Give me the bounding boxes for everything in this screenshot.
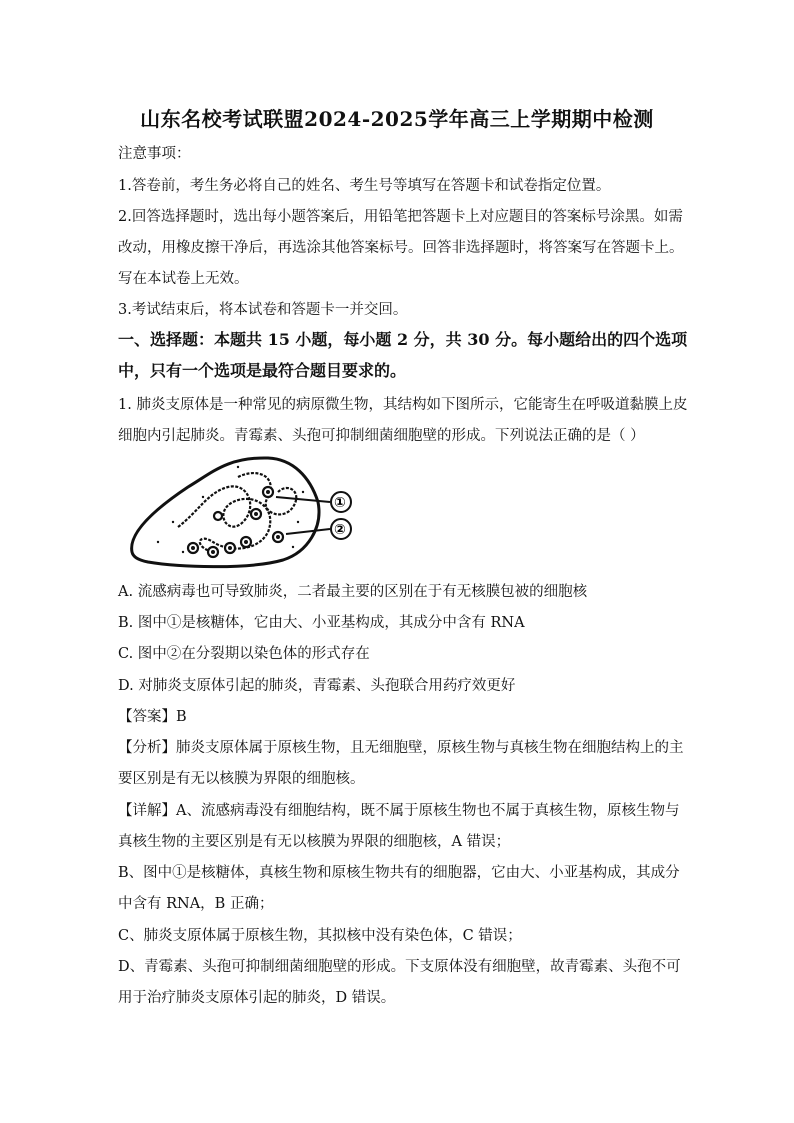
detail-line: 真核生物的主要区别是有无以核膜为界限的细胞核，A 错误； [118, 834, 511, 850]
page-title: 山东名校考试联盟2024-2025学年高三上学期期中检测 [140, 107, 654, 131]
option-c: C. 图中②在分裂期以染色体的形式存在 [118, 646, 370, 662]
detail-line: C、肺炎支原体属于原核生物，其拟核中没有染色体，C 错误； [118, 928, 522, 944]
analysis-line: 要区别是有无以核膜为界限的细胞核。 [118, 771, 365, 787]
detail-line: 【详解】A、流感病毒没有细胞结构，既不属于原核生物也不属于真核生物，原核生物与 [118, 803, 680, 819]
section-heading: 一、选择题：本题共 15 小题，每小题 2 分，共 30 分。每小题给出的四个选项 [118, 330, 688, 349]
question-stem: 1. 肺炎支原体是一种常见的病原微生物，其结构如下图所示，它能寄生在呼吸道黏膜上皮 [118, 397, 688, 413]
label-pointer [286, 529, 330, 534]
figure-label-2: ② [334, 522, 346, 538]
answer: 【答案】B [118, 709, 187, 725]
note-line: 2.回答选择题时，选出每小题答案后，用铅笔把答题卡上对应题目的答案标号涂黑。如需 [118, 209, 683, 225]
note-line: 3.考试结束后，将本试卷和答题卡一并交回。 [118, 302, 408, 318]
figure-label-1: ① [334, 495, 346, 511]
note-line: 写在本试卷上无效。 [118, 271, 249, 287]
note-line: 改动，用橡皮擦干净后，再选涂其他答案标号。回答非选择题时，将答案写在答题卡上。 [118, 240, 684, 256]
question-stem: 细胞内引起肺炎。青霉素、头孢可抑制细菌细胞壁的形成。下列说法正确的是（ ） [118, 428, 645, 444]
detail-line: 中含有 RNA，B 正确； [118, 896, 274, 912]
option-b: B. 图中①是核糖体，它由大、小亚基构成，其成分中含有 RNA [118, 615, 525, 631]
analysis-line: 【分析】肺炎支原体属于原核生物，且无细胞壁，原核生物与真核生物在细胞结构上的主 [118, 740, 684, 756]
mycoplasma-figure [118, 452, 368, 572]
detail-line: D、青霉素、头孢可抑制细菌细胞壁的形成。下支原体没有细胞壁，故青霉素、头孢不可 [118, 959, 681, 975]
option-d: D. 对肺炎支原体引起的肺炎，青霉素、头孢联合用药疗效更好 [118, 678, 516, 694]
note-line: 1.答卷前，考生务必将自己的姓名、考生号等填写在答题卡和试卷指定位置。 [118, 178, 611, 194]
notes-heading: 注意事项： [118, 146, 191, 162]
label-pointer [276, 497, 330, 502]
section-heading: 中，只有一个选项是最符合题目要求的。 [118, 361, 407, 380]
option-a: A. 流感病毒也可导致肺炎，二者最主要的区别在于有无核膜包被的细胞核 [118, 584, 588, 600]
detail-line: B、图中①是核糖体，真核生物和原核生物共有的细胞器，它由大、小亚基构成，其成分 [118, 865, 680, 881]
detail-line: 用于治疗肺炎支原体引起的肺炎，D 错误。 [118, 990, 396, 1006]
